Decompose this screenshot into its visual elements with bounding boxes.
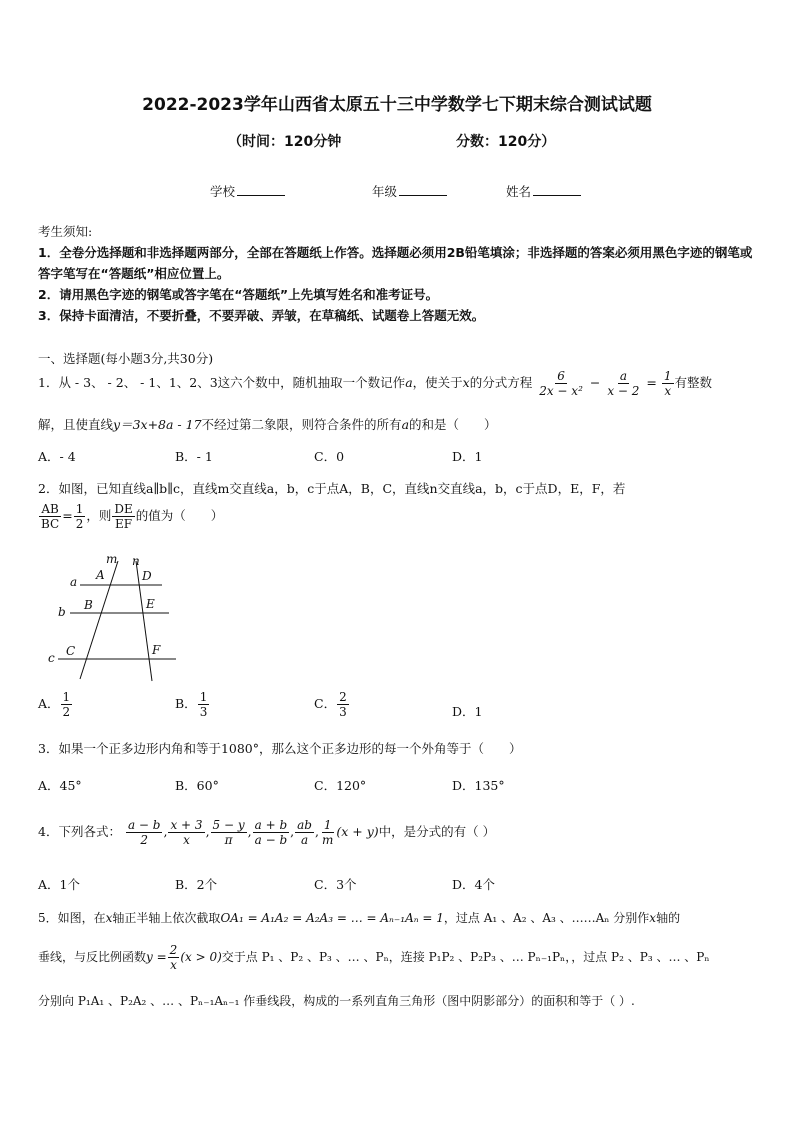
q4-fraction-3: $\frac{5 - y}{\pi}$ <box>212 818 245 847</box>
q1-fraction-1: $\frac{6}{\text{2x − x²}}$ <box>539 369 583 398</box>
q4-option-a: A．1个 <box>38 877 80 892</box>
label-D: D <box>142 569 152 583</box>
notice-item-3: 3．保持卡面清洁，不要折叠，不要弄破、弄皱，在草稿纸、试题卷上答题无效。 <box>38 308 485 323</box>
q1-text-4: 有整数 <box>674 375 713 390</box>
q3-option-a: A．45° <box>38 778 82 793</box>
label-m: m <box>106 553 118 566</box>
q1-fraction-2: $\frac{a}{x - 2}$ <box>607 369 640 398</box>
q2-option-a: A． $\frac{1}{2}$ <box>38 690 71 719</box>
q4-option-b: B．2个 <box>175 877 218 892</box>
q1-text: 1．从 - 3、 - 2、 - 1、1、2、3这六个数中，随机抽取一个数记作 <box>38 375 406 390</box>
notice-item-2: 2．请用黑色字迹的钢笔或答字笔在“答题纸”上先填写姓名和准考证号。 <box>38 287 439 302</box>
q4-option-c: C．3个 <box>314 877 357 892</box>
label-F: F <box>152 643 161 657</box>
q1-text-2: ，使关于 <box>412 375 463 390</box>
exam-time: （时间：120分钟 <box>228 134 342 150</box>
q1-option-b: B．- 1 <box>175 449 213 464</box>
question-5-line-2: 垂线，与反比例函数y = $\frac{2}{x}$ (x > 0)交于点 P₁ 、P₂ 、P₃ 、… 、Pₙ，连接 P₁P₂ 、P₂P₃ 、… Pₙ₋₁Pₙ，，过点 P₂ 、P₃ 、… 、Pₙ <box>38 943 710 972</box>
q3-option-b: B．60° <box>175 778 219 793</box>
label-C: C <box>66 644 76 658</box>
question-2-line-1: 2．如图，已知直线a∥b∥c，直线m交直线a，b，c于点A，B，C，直线n交直线a，b，c于点D，E，F，若 <box>38 481 626 496</box>
q1-fraction-3: $\frac{1}{x}$ <box>663 369 672 398</box>
label-a: a <box>70 575 78 589</box>
name-field <box>506 182 581 200</box>
q4-option-d: D．4个 <box>452 877 495 892</box>
label-n: n <box>132 554 140 568</box>
q1-var-x: x <box>462 375 470 390</box>
q1-option-c: C．0 <box>314 449 345 464</box>
question-5-line-3: 分别向 P₁A₁ 、P₂A₂ 、… 、Pₙ₋₁Aₙ₋₁ 作垂线段，构成的一系列直角三角形（图中阴影部分）的面积和等于（ ）. <box>38 994 635 1008</box>
q3-option-c: C．120° <box>314 778 367 793</box>
q1-var-a: a <box>405 375 413 390</box>
q4-fraction-2: $\frac{x + 3}{x}$ <box>170 818 203 847</box>
school-field <box>210 182 285 200</box>
q4-fraction-5: $\frac{ab}{a}$ <box>297 818 312 847</box>
q2-fraction-de-ef: $\frac{DE}{EF}$ <box>114 502 133 531</box>
exam-title: 2022-2023学年山西省太原五十三中学数学七下期末综合测试试题 <box>142 95 652 115</box>
notice-item-1: 1．全卷分选择题和非选择题两部分，全部在答题纸上作答。选择题必须用2B铅笔填涂；非选择题的答案必须用黑色字迹的钢笔或答字笔写在“答题纸”相应位置上。 <box>38 245 753 281</box>
q1-option-d: D．1 <box>452 449 483 464</box>
q2-fraction-half: $\frac{1}{2}$ <box>75 502 84 531</box>
q2-figure <box>44 553 184 688</box>
q2-option-d: D．1 <box>452 704 483 719</box>
section-heading: 一、选择题(每小题3分,共30分) <box>38 351 214 366</box>
q2-option-b: B． $\frac{1}{3}$ <box>175 690 208 719</box>
q4-fraction-4: $\frac{a + b}{a - b}$ <box>254 818 288 847</box>
grade-field <box>372 182 447 200</box>
question-2-line-2: $\frac{AB}{BC}$ = $\frac{1}{2}$ ，则 $\frac{DE}{EF}$ 的值为（ ） <box>41 502 224 531</box>
question-4: 4．下列各式： $\frac{a - b}{2}$ , $\frac{x + 3}{x}$ , $\frac{5 - y}{\pi}$ , $\frac{a + b}{a - b}$ , $\frac{ab}{a}$ , $\frac{1}{m}$ (x + y)中，是分式的有（ ） <box>38 818 496 847</box>
school-label: 学校 <box>210 184 236 199</box>
label-A: A <box>96 568 105 582</box>
q1-text-3: 的分式方程 <box>469 375 533 390</box>
school-blank <box>237 183 285 196</box>
name-blank <box>533 183 581 196</box>
label-E: E <box>146 597 155 611</box>
q3-option-d: D．135° <box>452 778 505 793</box>
q2-option-c: C． $\frac{2}{3}$ <box>314 690 347 719</box>
question-5-line-1: 5．如图，在x轴正半轴上依次截取OA₁ = A₁A₂ = A₂A₃ = … = Aₙ₋₁Aₙ = 1，过点 A₁ 、A₂ 、A₃ 、……Aₙ 分别作x轴的 <box>38 911 681 925</box>
exam-score: 分数：120分） <box>456 134 556 150</box>
q1-equals: = <box>646 375 657 390</box>
name-label: 姓名 <box>506 184 532 199</box>
q1-option-a: A．- 4 <box>38 449 76 464</box>
q1-minus: − <box>589 375 601 390</box>
question-3: 3．如果一个正多边形内角和等于1080°，那么这个正多边形的每一个外角等于（ ） <box>38 741 522 756</box>
grade-label: 年级 <box>372 184 398 199</box>
label-B: B <box>84 598 93 612</box>
question-1-line-1 <box>38 369 712 398</box>
q4-fraction-6: $\frac{1}{m}$ <box>321 818 334 847</box>
q2-fraction-ab-bc: $\frac{AB}{BC}$ <box>41 502 60 531</box>
grade-blank <box>399 183 447 196</box>
question-1-line-2: 解，且使直线y＝3x+8a - 17不经过第二象限，则符合条件的所有a的和是（ ） <box>38 417 497 432</box>
label-c: c <box>48 651 55 665</box>
label-b: b <box>58 605 66 619</box>
notice-heading: 考生须知: <box>38 224 93 239</box>
q4-fraction-1: $\frac{a - b}{2}$ <box>127 818 161 847</box>
